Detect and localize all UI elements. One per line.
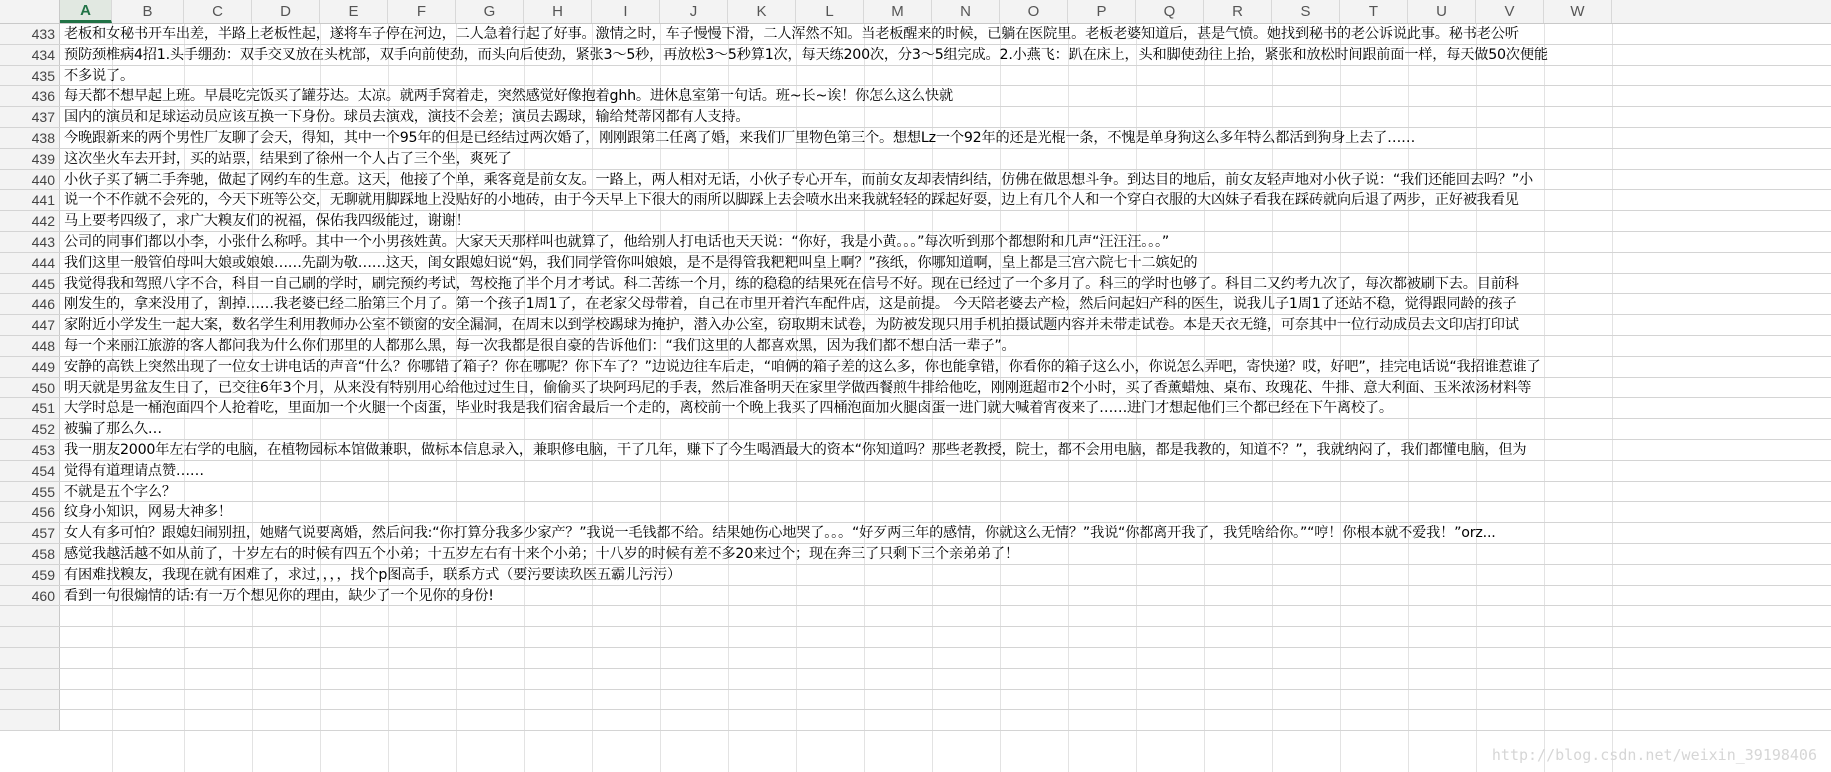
cell-a[interactable] [60, 627, 1831, 647]
row-header[interactable]: 440 [0, 170, 60, 190]
table-row [0, 170, 1831, 191]
cell-a[interactable]: 我觉得我和驾照八字不合，科目一自己刷的学时，刷完预约考试，驾校拖了半个月才考试。科二苦练一个月，练的稳稳的结果死在信号不好。现在已经过了一个多月了。科三的学时也够了。科目二又约考九次了，每次都被刷下去。目前科 [64, 275, 1519, 292]
row-header[interactable]: 453 [0, 440, 60, 460]
cell-a[interactable]: 马上要考四级了，求广大糗友们的祝福，保佑我四级能过，谢谢！ [64, 213, 470, 230]
column-header-i[interactable]: I [592, 0, 660, 23]
table-row [0, 232, 1831, 253]
column-header-w[interactable]: W [1544, 0, 1612, 23]
cell-a[interactable]: 安静的高铁上突然出现了一位女士讲电话的声音“什么？你哪错了箱子？你在哪呢？你下车了？”边说边往车后走，“咱俩的箱子差的这么多，你也能拿错，你看你的箱子这么小，你说怎么弄吧，寄快递？哎，好吧”，挂完电话说“我招谁惹谁了 [64, 358, 1541, 375]
row-header[interactable]: 444 [0, 253, 60, 273]
table-row [0, 502, 1831, 523]
row-header[interactable]: 451 [0, 398, 60, 418]
cell-a[interactable]: 说一个不作就不会死的，今天下班等公交，无聊就用脚踩地上没贴好的小地砖，由于今天早上下很大的雨所以脚踩上去会喷水出来我就轻轻的踩起好耍，边上有几个人和一个穿白衣服的大凶妹子看我在踩砖就向后退了两步，正好被我看见 [64, 192, 1519, 209]
table-row [0, 66, 1831, 87]
row-header[interactable]: 438 [0, 128, 60, 148]
column-header-k[interactable]: K [728, 0, 796, 23]
table-row [0, 294, 1831, 315]
cell-a[interactable]: 刚发生的，拿来没用了，割掉……我老婆已经二胎第三个月了。第一个孩子1周1了，在老家父母带着，自己在市里开着汽车配件店，这是前提。 今天陪老婆去产检，然后问起妇产科的医生，说我儿子1周1了还站不稳，觉得跟同龄的孩子 [64, 296, 1517, 313]
cell-a[interactable]: 老板和女秘书开车出差，半路上老板性起，遂将车子停在河边，二人急着行起了好事。激情之时，车子慢慢下滑，二人浑然不知。当老板醒来的时候，已躺在医院里。老板老婆知道后，甚是气愤。她找到秘书的老公诉说此事。秘书老公听 [64, 26, 1519, 42]
column-header-e[interactable]: E [320, 0, 388, 23]
table-row [0, 128, 1831, 149]
row-header[interactable] [0, 648, 60, 668]
table-row [0, 690, 1831, 711]
cell-a[interactable]: 不多说了。 [64, 67, 134, 84]
cell-a[interactable] [60, 669, 1831, 689]
cell-a[interactable]: 这次坐火车去开封，买的站票，结果到了徐州一个人占了三个坐，爽死了 [64, 150, 512, 167]
column-header-n[interactable]: N [932, 0, 1000, 23]
table-row [0, 648, 1831, 669]
table-row [0, 378, 1831, 399]
cell-a[interactable]: 看到一句很煽情的话:有一万个想见你的理由，缺少了一个见你的身份! [64, 587, 494, 604]
row-header[interactable]: 449 [0, 357, 60, 377]
table-row [0, 440, 1831, 461]
row-header[interactable]: 441 [0, 190, 60, 210]
column-header-g[interactable]: G [456, 0, 524, 23]
row-header[interactable]: 457 [0, 523, 60, 543]
row-header[interactable]: 435 [0, 66, 60, 86]
table-row [0, 190, 1831, 211]
cell-a[interactable]: 预防颈椎病4招1.头手绷劲：双手交叉放在头枕部，双手向前使劲，而头向后使劲，紧张3～5秒，再放松3～5秒算1次，每天练200次，分3～5组完成。2.小燕飞：趴在床上，头和脚使劲往上抬，紧张和放松时间跟前面一样，每天做50次便能 [64, 46, 1548, 63]
column-header-q[interactable]: Q [1136, 0, 1204, 23]
cell-a[interactable]: 有困难找糗友，我现在就有困难了，求过，，，，找个p图高手，联系方式（要污要读玖医五霸儿污污） [64, 566, 681, 583]
column-header-bar [0, 0, 1831, 24]
cell-a[interactable]: 国内的演员和足球运动员应该互换一下身份。球员去演戏，演技不会差；演员去踢球，输给梵蒂冈都有人支持。 [64, 109, 750, 126]
row-header[interactable]: 450 [0, 378, 60, 398]
row-header[interactable]: 436 [0, 86, 60, 106]
row-header[interactable]: 448 [0, 336, 60, 356]
select-all-corner[interactable] [0, 0, 60, 23]
cell-a[interactable]: 不就是五个字么？ [64, 483, 176, 500]
table-row [0, 419, 1831, 440]
row-header[interactable]: 433 [0, 24, 60, 44]
cell-a[interactable]: 明天就是男盆友生日了，已交往6年3个月，从来没有特别用心给他过过生日，偷偷买了块阿玛尼的手表，然后准备明天在家里学做西餐煎牛排给他吃，刚刚逛超市2个小时，买了香薰蜡烛、桌布、玫瑰花、牛排、意大利面、玉米浓汤材料等 [64, 379, 1532, 396]
table-row [0, 274, 1831, 295]
column-header-l[interactable]: L [796, 0, 864, 23]
cell-a[interactable]: 我们这里一般管伯母叫大娘或娘娘……先副为敬……这天，闺女跟媳妇说“妈，我们同学管你叫娘娘，是不是得管我粑粑叫皇上啊？”孩纸，你哪知道啊，皇上都是三宫六院七十二嫔妃的 [64, 254, 1198, 271]
column-header-a[interactable]: A [60, 0, 112, 23]
row-header[interactable]: 452 [0, 419, 60, 439]
column-header-o[interactable]: O [1000, 0, 1068, 23]
cell-a[interactable]: 感觉我越活越不如从前了，十岁左右的时候有四五个小弟；十五岁左右有十来个小弟；十八岁的时候有差不多20来过个；现在奔三了只剩下三个亲弟弟了！ [64, 545, 1019, 562]
cell-a[interactable] [60, 648, 1831, 668]
table-row [0, 606, 1831, 627]
row-header[interactable] [0, 710, 60, 730]
column-header-j[interactable]: J [660, 0, 728, 23]
row-header[interactable]: 456 [0, 502, 60, 522]
column-header-h[interactable]: H [524, 0, 592, 23]
cell-a[interactable]: 大学时总是一桶泡面四个人抢着吃，里面加一个火腿一个卤蛋，毕业时我是我们宿舍最后一个走的，离校前一个晚上我买了四桶泡面加火腿卤蛋一进门就大喊着宵夜来了……进门才想起他们三个都已经在下午离校了。 [64, 400, 1393, 417]
cell-a[interactable] [60, 606, 1831, 626]
column-header-d[interactable]: D [252, 0, 320, 23]
row-header[interactable]: 439 [0, 149, 60, 169]
column-header-f[interactable]: F [388, 0, 456, 23]
cell-a[interactable]: 今晚跟新来的两个男性厂友聊了会天，得知，其中一个95年的但是已经结过两次婚了，刚刚跟第二任离了婚，来我们厂里物色第三个。想想Lz一个92年的还是光棍一条，不愧是单身狗这么多年特么都活到狗身上去了…… [64, 129, 1416, 146]
cell-a[interactable]: 公司的同事们都以小李，小张什么称呼。其中一个小男孩姓黄。大家天天那样叫也就算了，他给别人打电话也天天说：“你好，我是小黄。。。”每次听到那个都想附和几声“汪汪汪。。。” [64, 233, 1170, 250]
row-header[interactable]: 447 [0, 315, 60, 335]
column-header-s[interactable]: S [1272, 0, 1340, 23]
row-header[interactable]: 460 [0, 586, 60, 606]
row-header[interactable]: 437 [0, 107, 60, 127]
column-header-v[interactable]: V [1476, 0, 1544, 23]
column-header-t[interactable]: T [1340, 0, 1408, 23]
cell-a[interactable]: 我一朋友2000年左右学的电脑，在植物园标本馆做兼职，做标本信息录入，兼职修电脑，干了几年，赚下了今生喝酒最大的资本“你知道吗？那些老教授，院士，都不会用电脑，都是我教的，知道不？”，我就纳闷了，我们都懂电脑，但为 [64, 441, 1527, 458]
column-header-b[interactable]: B [112, 0, 184, 23]
row-header[interactable]: 454 [0, 461, 60, 481]
row-header[interactable] [0, 690, 60, 710]
table-row [0, 357, 1831, 378]
row-header[interactable] [0, 606, 60, 626]
row-header[interactable]: 443 [0, 232, 60, 252]
watermark: http://blog.csdn.net/weixin_39198406 [1491, 746, 1817, 764]
column-header-m[interactable]: M [864, 0, 932, 23]
table-row [0, 315, 1831, 336]
cell-a[interactable]: 女人有多可怕？跟媳妇闹别扭，她赌气说要离婚，然后问我:“你打算分我多少家产？”我说一毛钱都不给。结果她伤心地哭了。。。“好歹两三年的感情，你就这么无情？”我说“你都离开我了，我凭啥给你。”“哼！你根本就不爱我！”orz... [64, 525, 1496, 542]
row-header[interactable]: 455 [0, 482, 60, 502]
cell-a[interactable]: 每一个来丽江旅游的客人都问我为什么你们那里的人都那么黑，每一次我都是很自豪的告诉他们：“我们这里的人都喜欢黑，因为我们都不想白活一辈子”。 [64, 337, 1016, 354]
cell-a[interactable] [60, 710, 1831, 730]
table-row [0, 565, 1831, 586]
spreadsheet-grid[interactable] [0, 24, 1831, 731]
table-row [0, 482, 1831, 503]
row-header[interactable]: 442 [0, 211, 60, 231]
row-header[interactable] [0, 627, 60, 647]
table-row [0, 253, 1831, 274]
table-row [0, 523, 1831, 544]
table-row [0, 211, 1831, 232]
row-header[interactable]: 459 [0, 565, 60, 585]
table-row [0, 710, 1831, 731]
row-header[interactable]: 446 [0, 294, 60, 314]
cell-a[interactable]: 每天都不想早起上班。早晨吃完饭买了罐芬达。太凉。就两手窝着走，突然感觉好像抱着ghh。进休息室第一句话。班~长~诶！你怎么这么快就 [64, 88, 954, 105]
cell-a[interactable]: 小伙子买了辆二手奔驰，做起了网约车的生意。这天，他接了个单，乘客竟是前女友。一路上，两人相对无话，小伙子专心开车，而前女友却表情纠结，仿佛在做思想斗争。到达目的地后，前女友轻声地对小伙子说：“我们还能回去吗？”小 [64, 171, 1534, 188]
table-row [0, 669, 1831, 690]
table-row [0, 586, 1831, 607]
row-header[interactable]: 434 [0, 45, 60, 65]
cell-a[interactable]: 被骗了那么久… [64, 421, 162, 438]
table-row [0, 544, 1831, 565]
table-row [0, 627, 1831, 648]
table-row [0, 149, 1831, 170]
cell-a[interactable]: 觉得有道理请点赞…… [64, 462, 204, 479]
column-header-r[interactable]: R [1204, 0, 1272, 23]
table-row [0, 24, 1831, 45]
table-row [0, 45, 1831, 66]
cell-a[interactable]: 纹身小知识，网易大神多！ [64, 504, 232, 521]
row-header[interactable]: 458 [0, 544, 60, 564]
column-header-u[interactable]: U [1408, 0, 1476, 23]
column-header-c[interactable]: C [184, 0, 252, 23]
row-header[interactable]: 445 [0, 274, 60, 294]
table-row [0, 107, 1831, 128]
table-row [0, 398, 1831, 419]
table-row [0, 336, 1831, 357]
cell-a[interactable]: 家附近小学发生一起大案，数名学生利用教师办公室不锁窗的安全漏洞，在周末以到学校踢球为掩护，潜入办公室，窃取期末试卷，为防被发现只用手机拍摄试题内容并未带走试卷。本是天衣无缝，可奈其中一位行动成员去文印店打印试 [64, 317, 1519, 334]
cell-a[interactable] [60, 690, 1831, 710]
column-header-p[interactable]: P [1068, 0, 1136, 23]
table-row [0, 461, 1831, 482]
column-headers [60, 0, 1831, 23]
table-row [0, 86, 1831, 107]
row-header[interactable] [0, 669, 60, 689]
